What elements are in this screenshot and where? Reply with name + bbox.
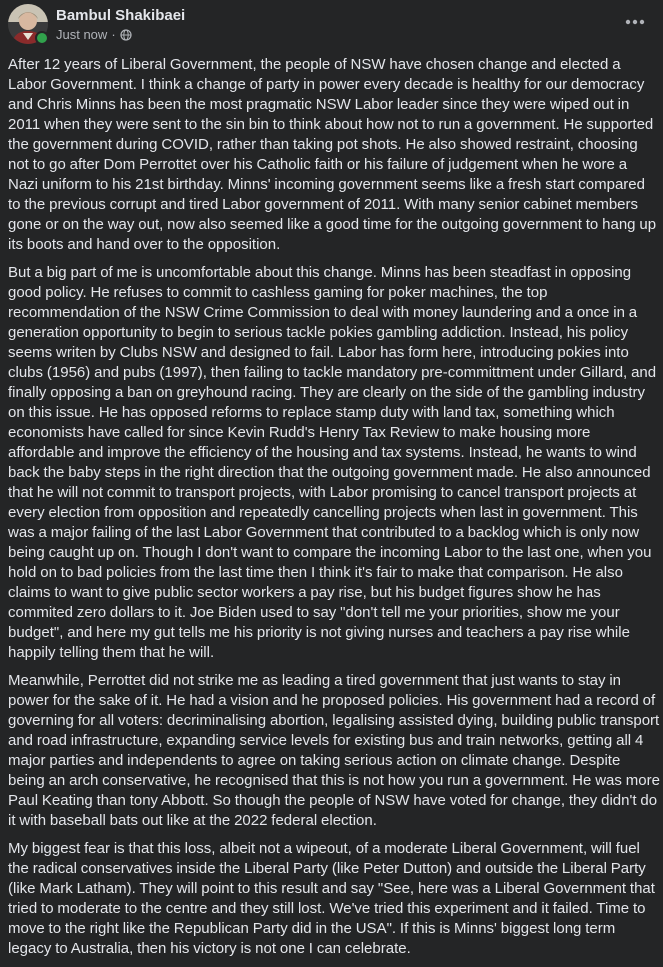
author-avatar[interactable] — [8, 4, 48, 44]
post-timestamp[interactable]: Just now — [56, 27, 108, 42]
online-status-indicator — [35, 31, 49, 45]
post-meta — [56, 27, 132, 43]
more-options-button[interactable] — [621, 10, 649, 34]
post-paragraph-1: After 12 years of Liberal Government, the people of NSW have chosen change and elected a Labor Government. I think a change of party in power every decade is healthy for our democracy and Chris Minns has been the most pragmatic NSW Labor leader since they were wiped out in 2011 when they were sent to the sin bin to think about how not to run a government. He supported the government during COVID, rather than taking pot shots. He also showed restraint, choosing not to go after Dom Perrottet over his Catholic faith or his failure of judgement when he wore a Nazi uniform to his 21st birthday. Minns' incoming government seems like a fresh start compared to the previous corrupt and tired Labor government of 2011. With many senior cabinet members gone or on the way out, now also seemed like a good time for the outgoing government to hang up its boots and hand over to the opposition. — [8, 56, 657, 253]
post-header — [0, 0, 663, 50]
post-paragraph-3: Meanwhile, Perrottet did not strike me as leading a tired government that just wants to stay in power for the sake of it. He had a vision and he proposed policies. His government had a record of governing for all voters: decriminalising abortion, legalising assisted dying, building public transport and road infrastructure, expanding service levels for existing bus and train networks, getting all 4 major parties and independents to agree on taking serious action on climate change. Despite being an arch conservative, he recognised that this is not how you run a government. He was more Paul Keating than tony Abbott. So though the people of NSW have voted for change, they didn't do it with baseball bats out like at the 2022 federal election. — [8, 672, 660, 829]
more-options-icon — [625, 19, 645, 25]
author-name[interactable]: Bambul Shakibaei — [56, 7, 186, 24]
meta-separator: · — [111, 27, 116, 42]
globe-icon[interactable] — [120, 29, 132, 41]
post-paragraph-4: My biggest fear is that this loss, albeit not a wipeout, of a moderate Liberal Government, will fuel the radical conservatives inside the Liberal Party (like Peter Dutton) and outside the Liberal Party (like Mark Latham). They will point to this result and say "See, here was a Liberal Government that tried to moderate to the centre and they still lost. We've tried this experiment and it failed. Time to move to the right like the Republican Party did in the USA". If this is Minns' biggest long term legacy to Australia, then his victory is not one I can celebrate. — [8, 840, 655, 957]
post-body — [8, 55, 660, 967]
post-paragraph-2: But a big part of me is uncomfortable about this change. Minns has been steadfast in opposing good policy. He refuses to commit to cashless gaming for poker machines, the top recommendation of the NSW Crime Commission to deal with money laundering and a once in a generation opportunity to begin to serious tackle pokies gambling addiction. Instead, his policy seems writen by Clubs NSW and designed to fail. Labor has form here, introducing pokies into clubs (1956) and pubs (1997), then failing to tackle mandatory pre-committment under Gillard, and finally opposing a ban on greyhound racing. They are clearly on the side of the gambling industry on this issue. He has opposed reforms to replace stamp duty with land tax, something which economists have called for since Kevin Rudd's Henry Tax Review to make housing more affordable and improve the efficiency of the housing and tax systems. Instead, he wants to wind back the baby steps in the right direction that the outgoing government made. He also announced that he will not commit to transport projects, with Labor promising to cancel transport projects at every election from opposition and repeatedly cancelling projects when last in government. This was a major failing of the last Labor Government that contributed to a backlog which is only now being caught up on. Though I don't want to compare the incoming Labor to the last one, when you hold on to bad policies from the last time then I think it's fair to make that comparison. He also claims to want to give public sector workers a pay rise, but his budget figures show he has commited zero dollars to it. Joe Biden used to say "don't tell me your priorities, show me your budget", and here my gut tells me his priority is not giving nurses and teachers a pay rise while happily telling them that he will. — [8, 264, 657, 661]
